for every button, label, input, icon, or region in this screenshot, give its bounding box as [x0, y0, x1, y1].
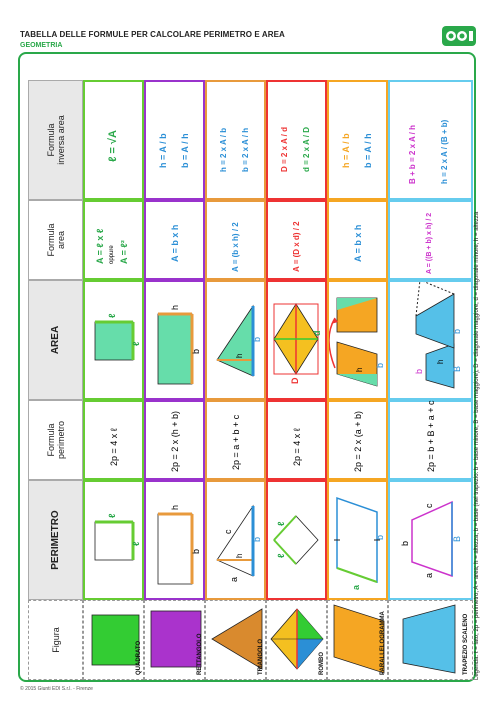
formula-perimetro-quadrato [83, 400, 144, 480]
figura-quadrato [83, 600, 144, 680]
header-formula-area: Formula area [28, 200, 83, 280]
base-label: b [375, 534, 385, 540]
area-rombo [266, 280, 327, 400]
area-trapezio [388, 280, 473, 400]
side-label: ℓ [276, 553, 286, 558]
perimetro-rombo [266, 480, 327, 600]
perimeter-formula: 2p = b + B + a + c [426, 400, 436, 472]
side-a-label: a [229, 576, 239, 582]
figura-trapezio [388, 600, 473, 680]
base-label: b [252, 536, 262, 542]
figure-name: QUADRATO [136, 640, 142, 675]
major-base-label: B [452, 535, 462, 542]
side-c-label: c [424, 503, 434, 508]
inverse-formula: b = A / h [363, 133, 373, 168]
area-quadrato [83, 280, 144, 400]
formula-area-triangolo [205, 200, 266, 280]
header-formula-perimetro: Formula perimetro [28, 400, 83, 480]
formula-perimetro-trapezio [388, 400, 473, 480]
perimetro-rettangolo [144, 480, 205, 600]
side-label: ℓ [107, 313, 117, 318]
page-subtitle: GEOMETRIA [20, 42, 63, 49]
height-label: h [170, 504, 180, 510]
perimetro-triangolo [205, 480, 266, 600]
perimeter-formula: 2p = 4 x ℓ [292, 428, 302, 466]
formula-perimetro-triangolo [205, 400, 266, 480]
side-label: ℓ [131, 541, 141, 546]
header-area: AREA [28, 280, 83, 400]
figura-triangolo [205, 600, 266, 680]
inverse-formula: h = A / b [158, 133, 168, 168]
side-label: ℓ [276, 521, 286, 526]
base-label: b [252, 336, 262, 342]
height-label: h [170, 304, 180, 310]
header-figura: Figura [28, 600, 83, 680]
side-a-label: a [424, 572, 434, 578]
base-label: b [375, 362, 385, 368]
inverse-formula: h = 2 x A / (B + b) [440, 119, 449, 184]
formula-inversa-rettangolo [144, 80, 205, 200]
formula-table [28, 80, 480, 680]
header-formula-inversa: Formula inversa area [28, 80, 83, 200]
inverse-formula: b = 2 x A / h [241, 127, 250, 172]
formula-area-rombo [266, 200, 327, 280]
figure-name: TRIANGOLO [258, 639, 264, 675]
figure-name: PARALLELOGRAMMA [380, 611, 386, 675]
area-rettangolo [144, 280, 205, 400]
formula-inversa-parallelogramma [327, 80, 388, 200]
side-a-label: a [351, 584, 361, 590]
parallelogram-outline-icon [329, 482, 386, 598]
area-triangolo [205, 280, 266, 400]
minor-base-label: b [414, 368, 424, 374]
formula-area-quadrato [83, 200, 144, 280]
rhombus-outline-icon [268, 482, 325, 598]
formula-inversa-quadrato [83, 80, 144, 200]
formula-perimetro-rettangolo [144, 400, 205, 480]
page-title: TABELLA DELLE FORMULE PER CALCOLARE PERIMETRO E AREA [20, 30, 285, 39]
area-formula: A = (D x d) / 2 [292, 221, 301, 272]
formula-perimetro-parallelogramma [327, 400, 388, 480]
figure-name: ROMBO [319, 652, 325, 675]
diagonal-minor-label: d [312, 330, 322, 336]
inverse-formula: D = 2 x A / d [280, 127, 289, 172]
legend: Legenda: ℓ = lato; 2p = perimetro; A = area; h = altezza; b = base (nel trapezio: b = base minore, B = base maggiore); D = diagonale maggiore, d = diagonale minore; h = altezza [474, 211, 480, 680]
formula-inversa-triangolo [205, 80, 266, 200]
perimeter-formula: 2p = 2 x (a + b) [353, 410, 363, 472]
rectangle-area-icon [146, 282, 203, 398]
formula-area-rettangolo [144, 200, 205, 280]
diagonal-major-label: D [290, 377, 300, 384]
height-label: h [235, 353, 244, 358]
formula-area-parallelogramma [327, 200, 388, 280]
inverse-formula: h = A / b [341, 133, 351, 168]
base-label: b [191, 348, 201, 354]
perimeter-formula: 2p = 2 x (h + b) [170, 410, 180, 472]
inverse-formula: b = A / h [180, 133, 190, 168]
area-alt-label: oppure [109, 245, 115, 264]
inverse-formula: h = 2 x A / b [219, 127, 228, 172]
figura-parallelogramma [327, 600, 388, 680]
perimeter-formula: 2p = 4 x ℓ [109, 428, 119, 466]
perimetro-parallelogramma [327, 480, 388, 600]
perimeter-formula: 2p = a + b + c [231, 414, 241, 470]
publisher-logo-icon [442, 26, 476, 46]
figure-name: TRAPEZIO SCALENO [463, 613, 469, 675]
formula-inversa-rombo [266, 80, 327, 200]
major-base-label: B [452, 365, 462, 372]
copyright: © 2015 Giunti EDI S.r.l. - Firenze [20, 686, 93, 692]
side-label: ℓ [107, 513, 117, 518]
rectangle-outline-icon [146, 482, 203, 598]
square-area-icon [85, 282, 142, 398]
area-parallelogramma [327, 280, 388, 400]
figura-rombo [266, 600, 327, 680]
height-label: h [235, 553, 244, 558]
area-formula: A = (b x h) / 2 [231, 222, 240, 272]
side-label: ℓ [131, 341, 141, 346]
figure-name: RETTANGOLO [197, 633, 203, 675]
base-label: b [191, 548, 201, 554]
perimetro-trapezio [388, 480, 473, 600]
side-c-label: c [223, 529, 233, 534]
header-perimetro: PERIMETRO [28, 480, 83, 600]
formula-perimetro-rombo [266, 400, 327, 480]
formula-inversa-trapezio [388, 80, 473, 200]
inverse-formula: B + b = 2 x A / h [408, 125, 417, 184]
area-formula: A = ℓ x ℓ [95, 228, 105, 264]
square-outline-icon [85, 482, 142, 598]
trapezoid-area-icon [390, 282, 471, 398]
area-formula: A = ((B + b) x h) / 2 [426, 212, 433, 274]
inverse-formula: ℓ = √A [107, 130, 119, 162]
formula-area-trapezio [388, 200, 473, 280]
minor-base-label: b [400, 540, 410, 546]
area-formula: A = b x h [353, 224, 363, 262]
figura-rettangolo [144, 600, 205, 680]
parallelogram-area-icon [329, 282, 386, 398]
height-label: h [436, 359, 445, 364]
inverse-formula: d = 2 x A / D [302, 127, 311, 172]
perimetro-quadrato [83, 480, 144, 600]
height-label: h [355, 367, 364, 372]
area-formula-alt: A = ℓ² [119, 240, 129, 264]
trapezoid-shape-icon [389, 599, 474, 679]
area-formula: A = b x h [170, 224, 180, 262]
minor-base-label: b [452, 328, 462, 334]
